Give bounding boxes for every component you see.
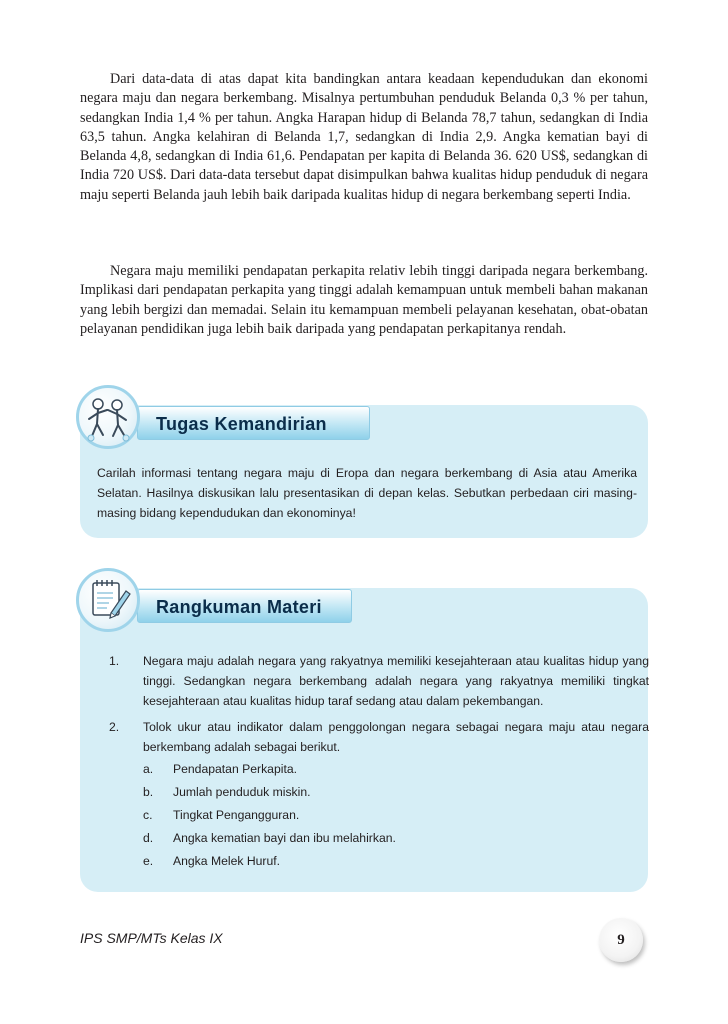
notepad-pencil-icon: [76, 568, 140, 632]
indicator-sublist: [143, 759, 649, 871]
list-item: [97, 651, 649, 711]
tugas-kemandirian-title: Tugas Kemandirian: [137, 406, 370, 440]
list-item: [97, 717, 649, 871]
sublist-text: Angka Melek Huruf.: [173, 854, 281, 868]
sublist-letter: c.: [143, 808, 153, 822]
paragraph-2: Negara maju memiliki pendapatan perkapita relativ lebih tinggi daripada negara berkembang. Implikasi dari pendapatan perkapita yang tinggi adalah kemampuan untuk membeli bahan makanan yang lebih bergizi dan memadai. Selain itu kemampuan membeli pelayanan kesehatan, obat-obatan pelayanan pendidikan juga lebih baik daripada yang pendapatan perkapitanya rendah.: [80, 263, 648, 337]
sublist-letter: d.: [143, 831, 154, 845]
list-item-number: 2.: [109, 720, 120, 734]
list-item-text: Negara maju adalah negara yang rakyatnya memiliki kesejahteraan atau kualitas hidup yang tinggi. Sedangkan negara berkembang adalah negara yang rakyatnya memiliki tingkat kesejahteraan atau kualitas hidup taraf sedang atau dalam pekembangan.: [143, 654, 649, 708]
rangkuman-list: [97, 651, 649, 877]
list-item-text: Tolok ukur atau indikator dalam penggolongan negara sebagai negara maju atau negara berkembang adalah sebagai berikut.: [143, 720, 649, 754]
sublist-letter: a.: [143, 762, 154, 776]
sublist-letter: b.: [143, 785, 154, 799]
sublist-item: [143, 782, 649, 802]
page-number: 9: [599, 918, 643, 962]
sublist-item: [143, 851, 649, 871]
sublist-text: Jumlah penduduk miskin.: [173, 785, 311, 799]
list-item-number: 1.: [109, 654, 120, 668]
sublist-item: [143, 759, 649, 779]
sublist-letter: e.: [143, 854, 154, 868]
footer-book-title: IPS SMP/MTs Kelas IX: [80, 930, 223, 946]
people-discussion-icon: [76, 385, 140, 449]
sublist-item: [143, 828, 649, 848]
sublist-text: Pendapatan Perkapita.: [173, 762, 297, 776]
sublist-text: Tingkat Pengangguran.: [173, 808, 300, 822]
sublist-text: Angka kematian bayi dan ibu melahirkan.: [173, 831, 396, 845]
sublist-item: [143, 805, 649, 825]
rangkuman-materi-title: Rangkuman Materi: [137, 589, 352, 623]
tugas-kemandirian-text: Carilah informasi tentang negara maju di Eropa dan negara berkembang di Asia atau Amerika Selatan. Hasilnya diskusikan lalu presentasikan di depan kelas. Sebutkan perbedaan ciri masing-masing bidang kependudukan dan ekonominya!: [97, 466, 637, 520]
paragraph-1: Dari data-data di atas dapat kita bandingkan antara keadaan kependudukan dan ekonomi negara maju dan negara berkembang. Misalnya pertumbuhan penduduk Belanda 0,3 % per tahun, sedangkan India 1,4 % per tahun. Angka Harapan hidup di Belanda 78,7 tahun, sedangkan di India 63,5 tahun. Angka kelahiran di Belanda 1,7, sedangkan di India 2,9. Angka kematian bayi di Belanda 4,8, sedangkan di India 61,6. Pendapatan per kapita di Belanda 36. 620 US$, sedangkan di India 720 US$. Dari data-data tersebut dapat disimpulkan bahwa kualitas hidup penduduk di negara maju seperti Belanda jauh lebih baik daripada kualitas hidup di negara berkembang seperti India.: [80, 71, 648, 203]
